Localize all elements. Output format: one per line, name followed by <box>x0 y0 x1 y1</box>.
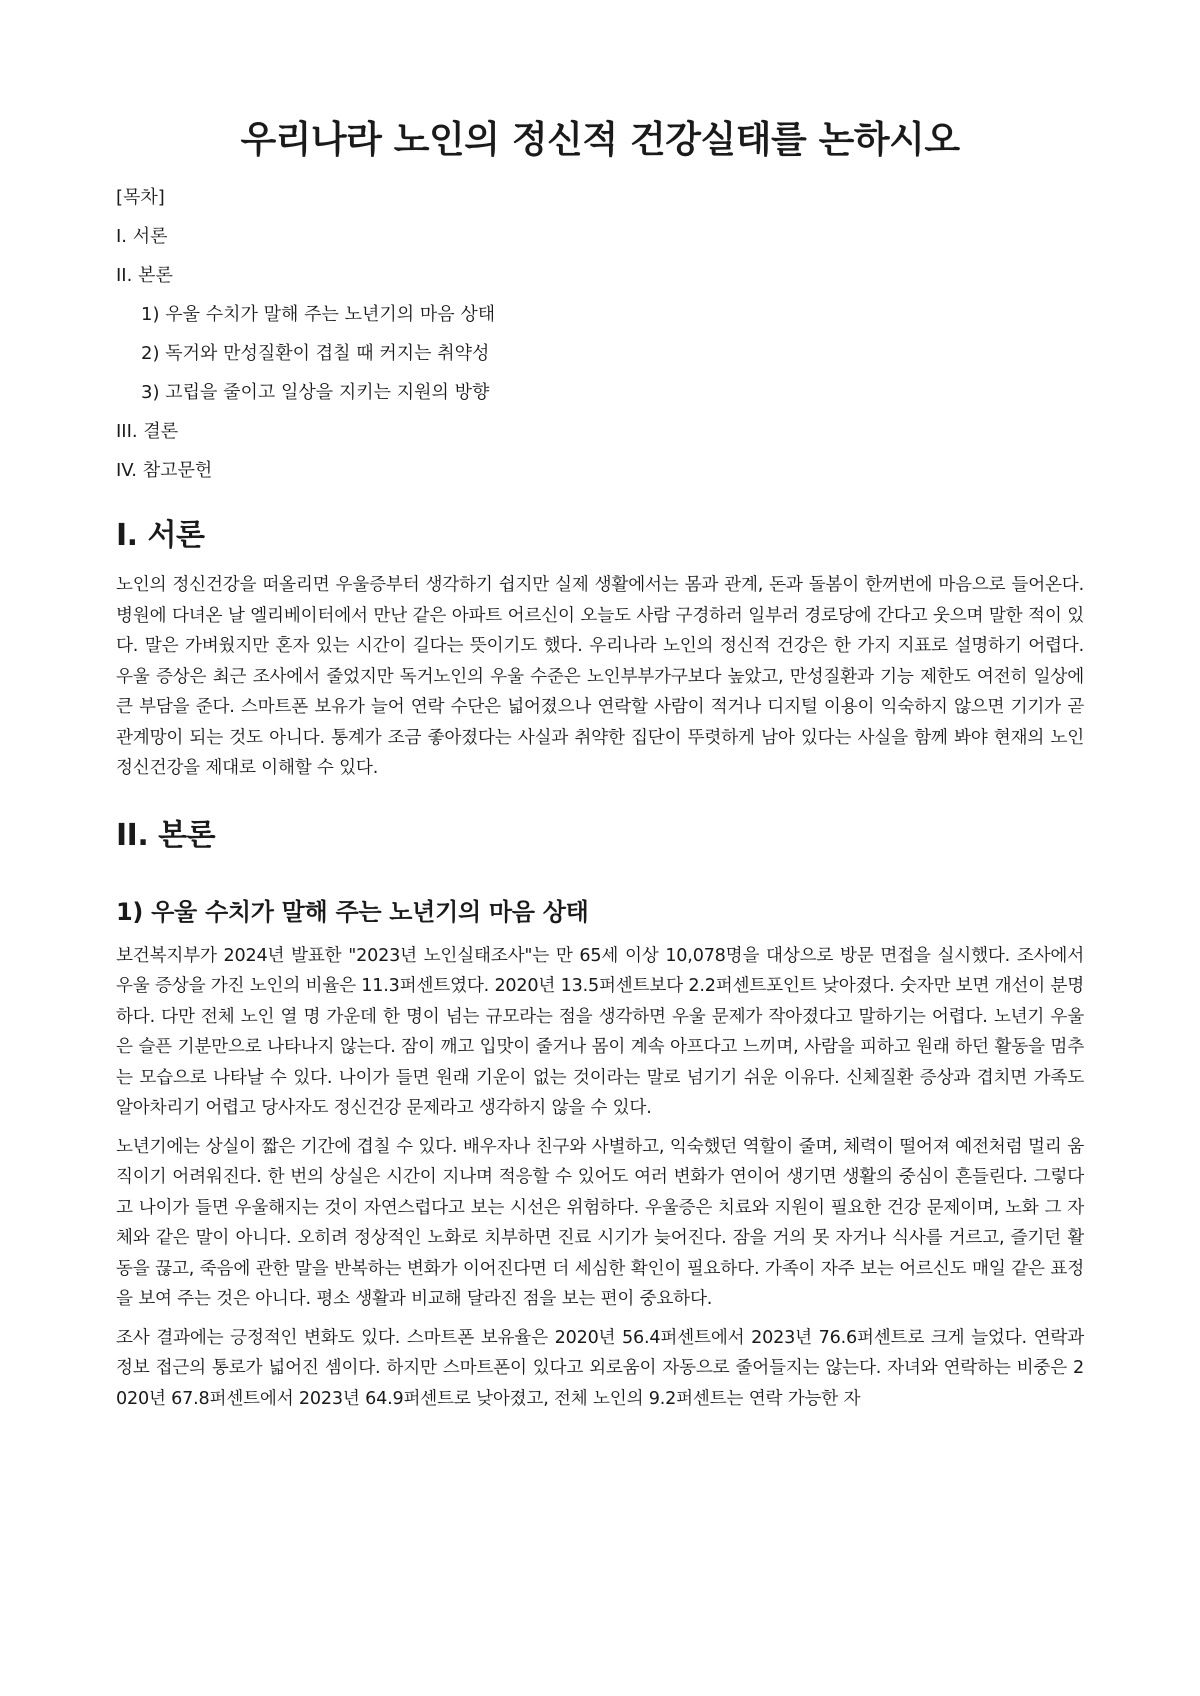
toc-item-intro: I. 서론 <box>116 226 168 248</box>
subsection-1-paragraph-1: 보건복지부가 2024년 발표한 "2023년 노인실태조사"는 만 65세 이상 10,078명을 대상으로 방문 면접을 실시했다. 조사에서 우울 증상을 가진 노인의 비율은 11.3퍼센트였다. 2020년 13.5퍼센트보다 2.2퍼센트포인트 낮아졌다. 숫자만 보면 개선이 분명하다. 다만 전체 노인 열 명 가운데 한 명이 넘는 규모라는 점을 생각하면 우울 문제가 작아졌다고 말하기는 어렵다. 노년기 우울은 슬픈 기분만으로 나타나지 않는다. 잠이 깨고 입맛이 줄거나 몸이 계속 아프다고 느끼며, 사람을 피하고 원래 하던 활동을 멈추는 모습으로 나타날 수 있다. 나이가 들면 원래 기운이 없는 것이라는 말로 넘기기 쉬운 이유다. 신체질환 증상과 겹치면 가족도 알아차리기 어렵고 당사자도 정신건강 문제라고 생각하지 않을 수 있다. <box>116 945 1084 1119</box>
subsection-1-heading: 1) 우울 수치가 말해 주는 노년기의 마음 상태 <box>116 897 589 926</box>
toc-item-references: IV. 참고문헌 <box>116 460 213 482</box>
subsection-1-paragraph-3: 조사 결과에는 긍정적인 변화도 있다. 스마트폰 보유율은 2020년 56.4퍼센트에서 2023년 76.6퍼센트로 크게 늘었다. 연락과 정보 접근의 통로가 넓어진 셈이다. 하지만 스마트폰이 있다고 외로움이 자동으로 줄어들지는 않는다. 자녀와 연락하는 비중은 2020년 67.8퍼센트에서 2023년 64.9퍼센트로 낮아졌고, 전체 노인의 9.2퍼센트는 연락 가능한 자 <box>116 1327 1084 1409</box>
body-heading: II. 본론 <box>116 817 216 853</box>
toc-item-body-2: 2) 독거와 만성질환이 겹칠 때 커지는 취약성 <box>141 343 490 365</box>
intro-paragraph: 노인의 정신건강을 떠올리면 우울증부터 생각하기 쉽지만 실제 생활에서는 몸과 관계, 돈과 돌봄이 한꺼번에 마음으로 들어온다. 병원에 다녀온 날 엘리베이터에서 만난 같은 아파트 어르신이 오늘도 사람 구경하러 일부러 경로당에 간다고 웃으며 말한 적이 있다. 말은 가벼웠지만 혼자 있는 시간이 길다는 뜻이기도 했다. 우리나라 노인의 정신적 건강은 한 가지 지표로 설명하기 어렵다. 우울 증상은 최근 조사에서 줄었지만 독거노인의 우울 수준은 노인부부가구보다 높았고, 만성질환과 기능 제한도 여전히 일상에 큰 부담을 준다. 스마트폰 보유가 늘어 연락 수단은 넓어졌으나 연락할 사람이 적거나 디지털 이용이 익숙하지 않으면 기기가 곧 관계망이 되는 것도 아니다. 통계가 조금 좋아졌다는 사실과 취약한 집단이 뚜렷하게 남아 있다는 사실을 함께 봐야 현재의 노인 정신건강을 제대로 이해할 수 있다. <box>116 575 1084 779</box>
toc-item-body: II. 본론 <box>116 265 173 287</box>
toc-item-body-1: 1) 우울 수치가 말해 주는 노년기의 마음 상태 <box>141 304 496 326</box>
intro-section <box>116 518 1084 784</box>
table-of-contents <box>116 184 1084 484</box>
toc-heading: [목차] <box>116 187 165 209</box>
toc-item-body-3: 3) 고립을 줄이고 일상을 지키는 지원의 방향 <box>141 382 490 404</box>
toc-item-conclusion: III. 결론 <box>116 421 179 443</box>
toc-list <box>116 223 1084 484</box>
subsection-1-paragraph-2: 노년기에는 상실이 짧은 기간에 겹칠 수 있다. 배우자나 친구와 사별하고, 익숙했던 역할이 줄며, 체력이 떨어져 예전처럼 멀리 움직이기 어려워진다. 한 번의 상실은 시간이 지나며 적응할 수 있어도 여러 변화가 연이어 생기면 생활의 중심이 흔들린다. 그렇다고 나이가 들면 우울해지는 것이 자연스럽다고 보는 시선은 위험하다. 우울증은 치료와 지원이 필요한 건강 문제이며, 노화 그 자체와 같은 말이 아니다. 오히려 정상적인 노화로 치부하면 진료 시기가 늦어진다. 잠을 거의 못 자거나 식사를 거르고, 즐기던 활동을 끊고, 죽음에 관한 말을 반복하는 변화가 이어진다면 더 세심한 확인이 필요하다. 가족이 자주 보는 어르신도 매일 같은 표정을 보여 주는 것은 아니다. 평소 생활과 비교해 달라진 점을 보는 편이 중요하다. <box>116 1136 1084 1310</box>
body-section <box>116 818 1084 1414</box>
intro-heading: I. 서론 <box>116 518 205 554</box>
document-title: 우리나라 노인의 정신적 건강실태를 논하시오 <box>240 118 960 161</box>
